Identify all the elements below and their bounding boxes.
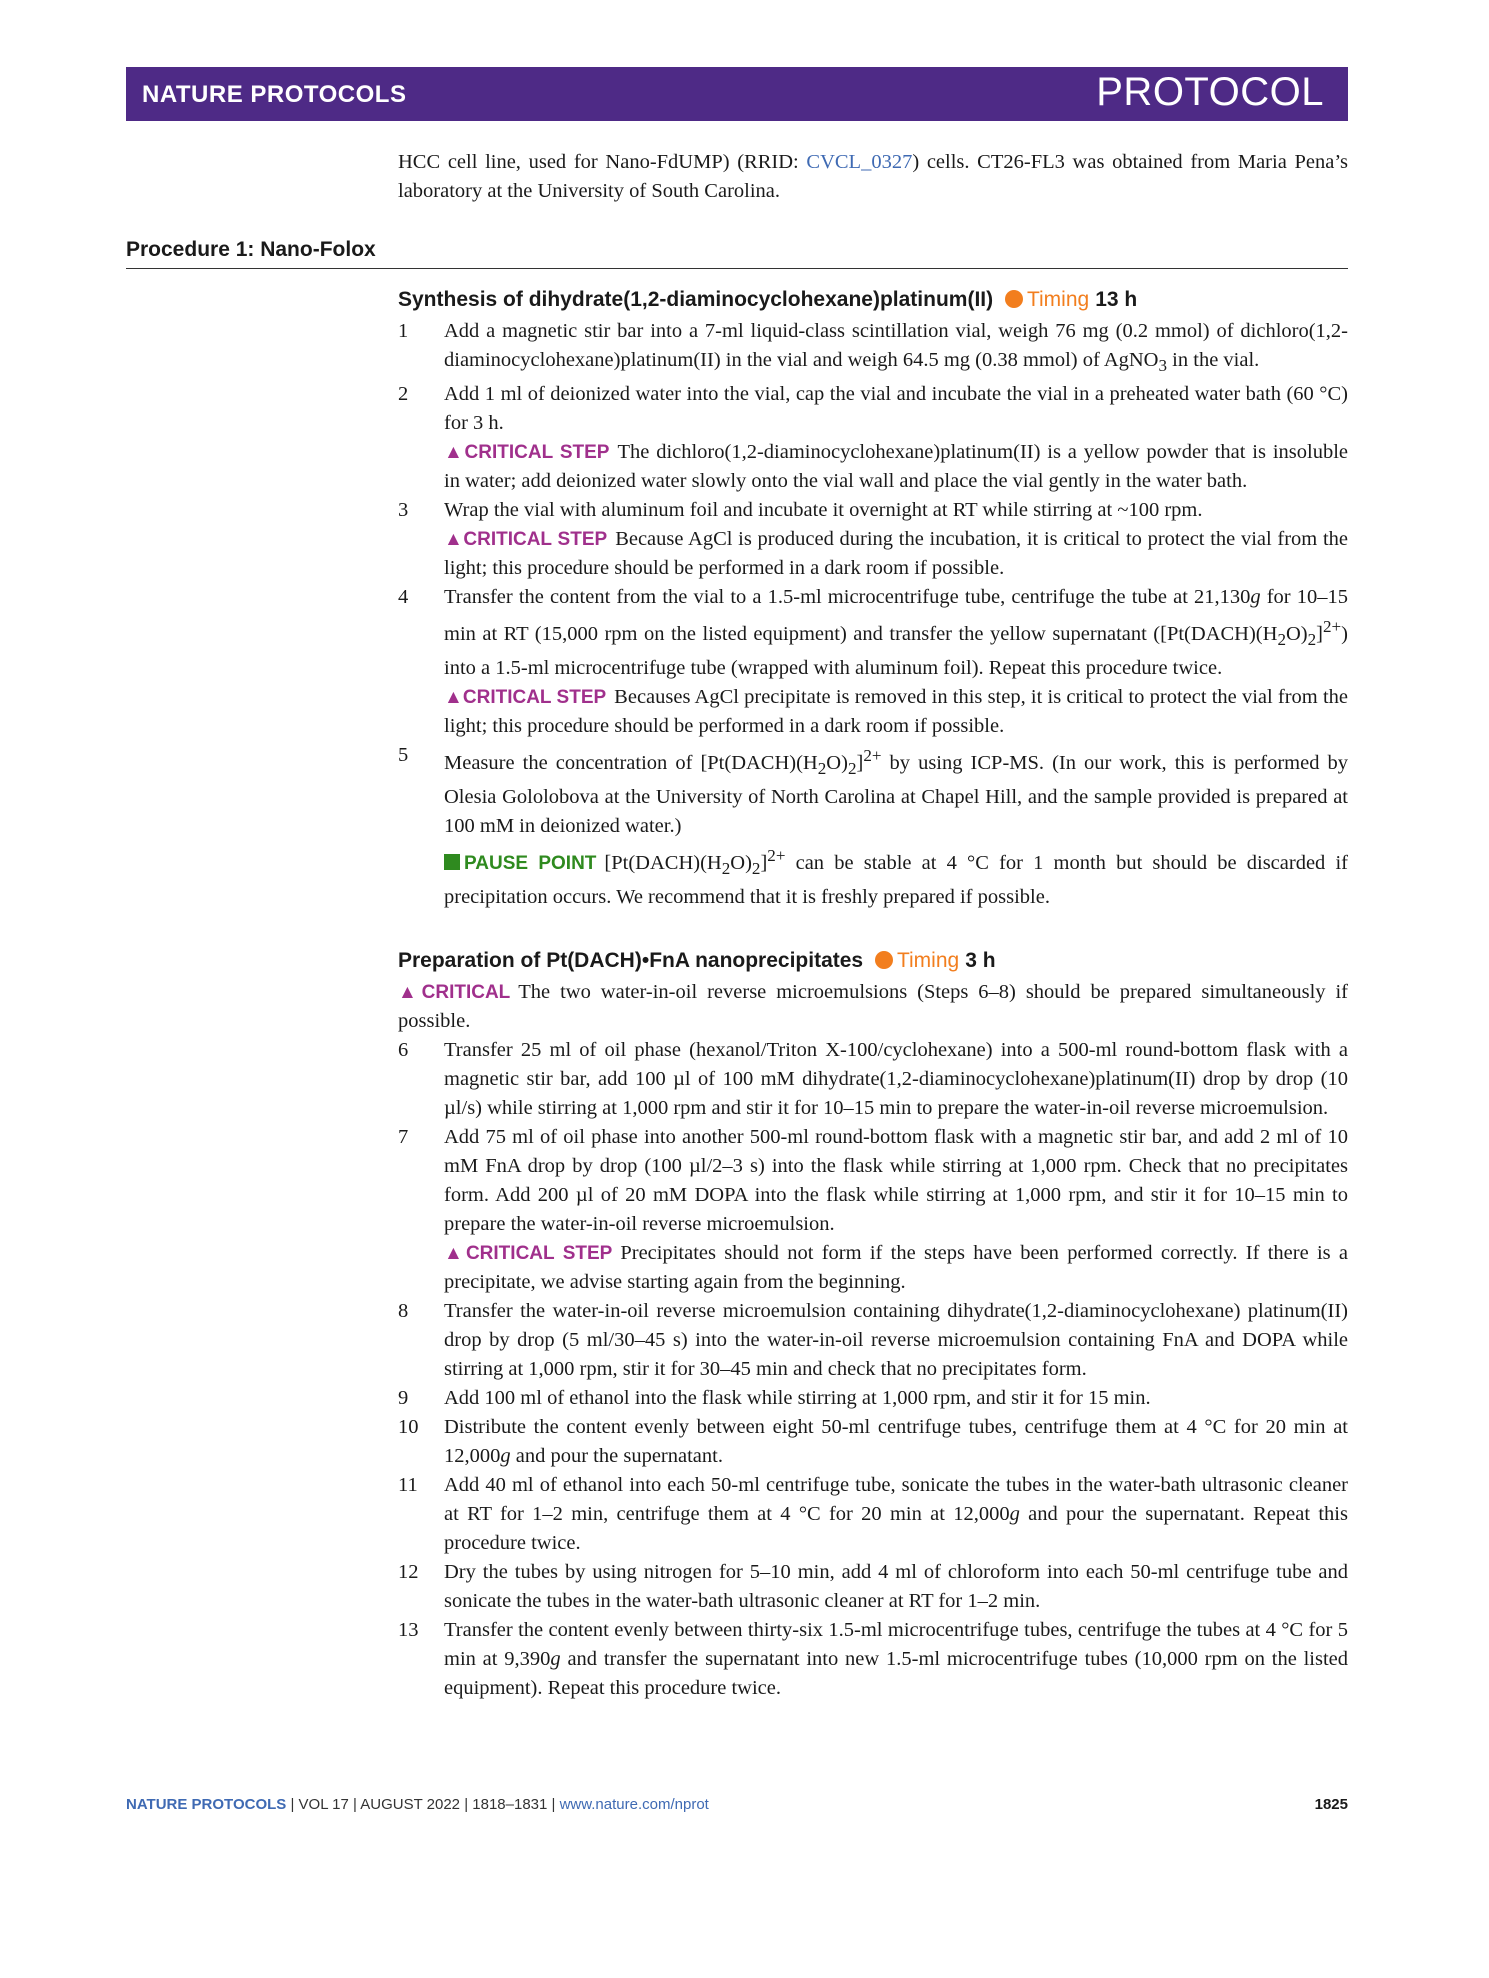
step-number: 1: [398, 320, 409, 342]
section-heading: Procedure 1: Nano-Folox: [126, 236, 1348, 269]
step-text: Transfer the content evenly between thirty-six 1.5-ml microcentrifuge tubes, centrifuge the tubes at 4 °C for 5 min at 9,390: [444, 1618, 1348, 1670]
g-unit: g: [1250, 586, 1261, 609]
pause-text: [Pt(DACH)(H: [604, 851, 722, 874]
article-type: PROTOCOL: [1096, 70, 1324, 114]
step-text: Transfer the content from the vial to a 1.5-ml microcentrifuge tube, centrifuge the tube at 21,130: [444, 586, 1251, 609]
g-unit: g: [500, 1444, 511, 1467]
step-text: in the vial.: [1167, 349, 1260, 371]
step-text: O): [826, 751, 848, 774]
critical-step-text: The dichloro(1,2-diaminocyclohexane)platinum(II) is a yellow powder that is insoluble in water; add deionized water slowly onto the vial wall and place the vial gently in the water bath.: [444, 441, 1348, 493]
superscript: 2+: [1323, 617, 1342, 637]
critical-text: The two water-in-oil reverse microemulsions (Steps 6–8) should be prepared simultaneously if possible.: [398, 980, 1348, 1032]
footer-volume: VOL 17: [298, 1796, 349, 1813]
step-5: [398, 741, 1348, 912]
step-3: [398, 496, 1348, 583]
journal-banner: [126, 67, 1348, 121]
subscript: 2: [721, 858, 731, 878]
step-text: and transfer the supernatant into new 1.5-ml microcentrifuge tubes (10,000 rpm on the listed equipment). Repeat this procedure twice.: [444, 1647, 1348, 1699]
step-text: by using ICP-MS. (In our work, this is performed by Olesia Gololobova at the University of North Carolina at Chapel Hill, and the sample provided is prepared at 100 mM in deionized water.): [444, 751, 1348, 837]
timing-dot-icon: [1005, 290, 1023, 308]
rrid-link[interactable]: CVCL_0327: [806, 151, 913, 173]
step-text: ]: [856, 751, 864, 774]
step-text: Distribute the content evenly between eight 50-ml centrifuge tubes, centrifuge them at 4 °C for 20 min at 12,000: [444, 1415, 1348, 1467]
step-8: [398, 1297, 1348, 1384]
step-text: Dry the tubes by using nitrogen for 5–10 min, add 4 ml of chloroform into each 50-ml centrifuge tube and sonicate the tubes in the water-bath ultrasonic cleaner at RT for 1–2 min.: [444, 1560, 1348, 1612]
pause-square-icon: [444, 854, 460, 870]
timing-value: 3 h: [965, 948, 996, 972]
step-text: O): [1285, 622, 1308, 645]
step-text: Add 1 ml of deionized water into the vial, cap the vial and incubate the vial in a preheated water bath (60 °C) for 3 h.: [444, 383, 1348, 435]
timing-label: Timing: [896, 948, 960, 972]
critical-step-label: ▲CRITICAL STEP: [444, 529, 608, 551]
g-unit: g: [1009, 1502, 1020, 1525]
footer-separator: |: [286, 1796, 299, 1813]
block-title: Preparation of Pt(DACH)•FnA nanoprecipitates: [398, 948, 864, 972]
critical-step-label: ▲CRITICAL STEP: [444, 1242, 613, 1264]
critical-step-text: Becauses AgCl precipitate is removed in this step, it is critical to protect the vial from the light; this procedure should be performed in a dark room if possible.: [444, 686, 1348, 738]
superscript: 2+: [767, 845, 786, 865]
critical-step-label: ▲CRITICAL STEP: [444, 442, 610, 464]
intro-text: HCC cell line, used for Nano-FdUMP) (RRID:: [398, 151, 807, 173]
step-text: and pour the supernatant.: [510, 1444, 723, 1467]
critical-step-label: ▲CRITICAL STEP: [444, 687, 607, 709]
step-text: ) into a 1.5-ml microcentrifuge tube (wrapped with aluminum foil). Repeat this procedure twice.: [444, 622, 1348, 680]
step-text: Transfer 25 ml of oil phase (hexanol/Triton X-100/cyclohexane) into a 500-ml round-bottom flask with a magnetic stir bar, add 100 µl of 100 mM dihydrate(1,2-diaminocyclohexane)platinum(II) drop by drop (10 µl/s) while stirring at 1,000 rpm and stir it for 10–15 min to prepare the water-in-oil reverse microemulsion.: [444, 1038, 1348, 1119]
step-number: 10: [398, 1415, 419, 1438]
g-unit: g: [550, 1647, 561, 1670]
step-number: 3: [398, 499, 409, 522]
footer-separator: |: [547, 1796, 560, 1813]
page-footer: [126, 1796, 1348, 1813]
critical-step-text: Because AgCl is produced during the incubation, it is critical to protect the vial from the light; this procedure should be performed in a dark room if possible.: [444, 528, 1348, 580]
step-number: 11: [398, 1473, 418, 1496]
step-number: 5: [398, 744, 409, 767]
intro-text: ) cells. CT26-FL3 was obtained from Maria Pena’s laboratory at the University of South Carolina.: [398, 151, 1348, 202]
step-2: [398, 380, 1348, 496]
subscript: 2: [1277, 630, 1286, 650]
timing-dot-icon: [875, 951, 893, 969]
subscript: 2: [847, 758, 857, 778]
pause-text: ]: [760, 851, 768, 874]
pause-point-label: PAUSE POINT: [464, 852, 597, 874]
step-text: Measure the concentration of [Pt(DACH)(H: [444, 751, 818, 774]
step-6: [398, 1036, 1348, 1123]
step-number: 2: [398, 383, 409, 406]
journal-name: NATURE PROTOCOLS: [142, 81, 407, 108]
footer-date: AUGUST 2022: [360, 1796, 461, 1813]
page-number: 1825: [1314, 1796, 1348, 1813]
footer-url-link[interactable]: www.nature.com/nprot: [559, 1796, 709, 1813]
subscript: 2: [817, 758, 827, 778]
intro-paragraph: [398, 148, 1348, 206]
footer-pages: 1818–1831: [472, 1796, 548, 1813]
step-text: Add 100 ml of ethanol into the flask while stirring at 1,000 rpm, and stir it for 15 min.: [444, 1386, 1151, 1409]
step-text: Add 40 ml of ethanol into each 50-ml centrifuge tube, sonicate the tubes in the water-bath ultrasonic cleaner at RT for 1–2 min, centrifuge them at 4 °C for 20 min at 12,000: [444, 1473, 1348, 1525]
footer-separator: |: [348, 1796, 361, 1813]
subscript: 2: [751, 858, 761, 878]
step-10: [398, 1413, 1348, 1471]
pause-text: can be stable at 4 °C for 1 month but should be discarded if precipitation occurs. We recommend that it is freshly prepared if possible.: [444, 851, 1348, 908]
step-text: and pour the supernatant. Repeat this procedure twice.: [444, 1502, 1348, 1554]
timing-label: Timing: [1026, 288, 1090, 311]
critical-label: ▲CRITICAL: [398, 981, 511, 1003]
step-text: Transfer the water-in-oil reverse microemulsion containing dihydrate(1,2-diaminocyclohexane) platinum(II) drop by drop (5 ml/30–45 s) into the water-in-oil reverse microemulsion containing FnA and DOPA while stirring at 1,000 rpm, stir it for 30–45 min and check that no precipitates form.: [444, 1299, 1348, 1380]
step-number: 9: [398, 1386, 409, 1409]
step-number: 8: [398, 1299, 409, 1322]
step-number: 7: [398, 1125, 409, 1148]
step-number: 12: [398, 1560, 419, 1583]
block-heading: [398, 946, 1348, 976]
step-text: for 10–15 min at RT (15,000 rpm on the listed equipment) and transfer the yellow supernatant ([Pt(DACH)(H: [444, 586, 1348, 645]
step-text: ]: [1316, 622, 1323, 645]
critical-step-text: Precipitates should not form if the steps have been performed correctly. If there is a precipitate, we advise starting again from the beginning.: [444, 1241, 1348, 1293]
step-9: [398, 1384, 1348, 1413]
footer-separator: |: [460, 1796, 473, 1813]
step-text: Wrap the vial with aluminum foil and incubate it overnight at RT while stirring at ~100 rpm.: [444, 499, 1203, 522]
step-13: [398, 1616, 1348, 1703]
block-critical-note: [398, 978, 1348, 1036]
step-7: [398, 1123, 1348, 1297]
procedure-body: [398, 285, 1348, 1703]
step-number: 4: [398, 586, 409, 609]
step-12: [398, 1558, 1348, 1616]
step-11: [398, 1471, 1348, 1558]
subscript: 3: [1158, 356, 1168, 376]
superscript: 2+: [863, 746, 882, 766]
step-1: [398, 317, 1348, 380]
subscript: 2: [1307, 630, 1317, 650]
step-number: 13: [398, 1618, 419, 1641]
step-text: Add 75 ml of oil phase into another 500-ml round-bottom flask with a magnetic stir bar, and add 2 ml of 10 mM FnA drop by drop (100 µl/2–3 s) into the flask while stirring at 1,000 rpm. Check that no precipitates form. Add 200 µl of 20 mM DOPA into the flask while stirring at 1,000 rpm, and stir it for 10–15 min to prepare the water-in-oil reverse microemulsion.: [444, 1125, 1348, 1235]
step-number: 6: [398, 1038, 409, 1061]
pause-text: O): [730, 851, 752, 874]
block-title: Synthesis of dihydrate(1,2-diaminocyclohexane)platinum(II): [398, 288, 994, 311]
timing-value: 13 h: [1095, 288, 1138, 311]
footer-journal: NATURE PROTOCOLS: [126, 1796, 287, 1813]
block-heading: [398, 285, 1348, 315]
step-text: Add a magnetic stir bar into a 7-ml liquid-class scintillation vial, weigh 76 mg (0.2 mmol) of dichloro(1,2-diaminocyclohexane)platinum(II) in the vial and weigh 64.5 mg (0.38 mmol) of AgNO: [444, 320, 1348, 371]
step-4: [398, 583, 1348, 741]
